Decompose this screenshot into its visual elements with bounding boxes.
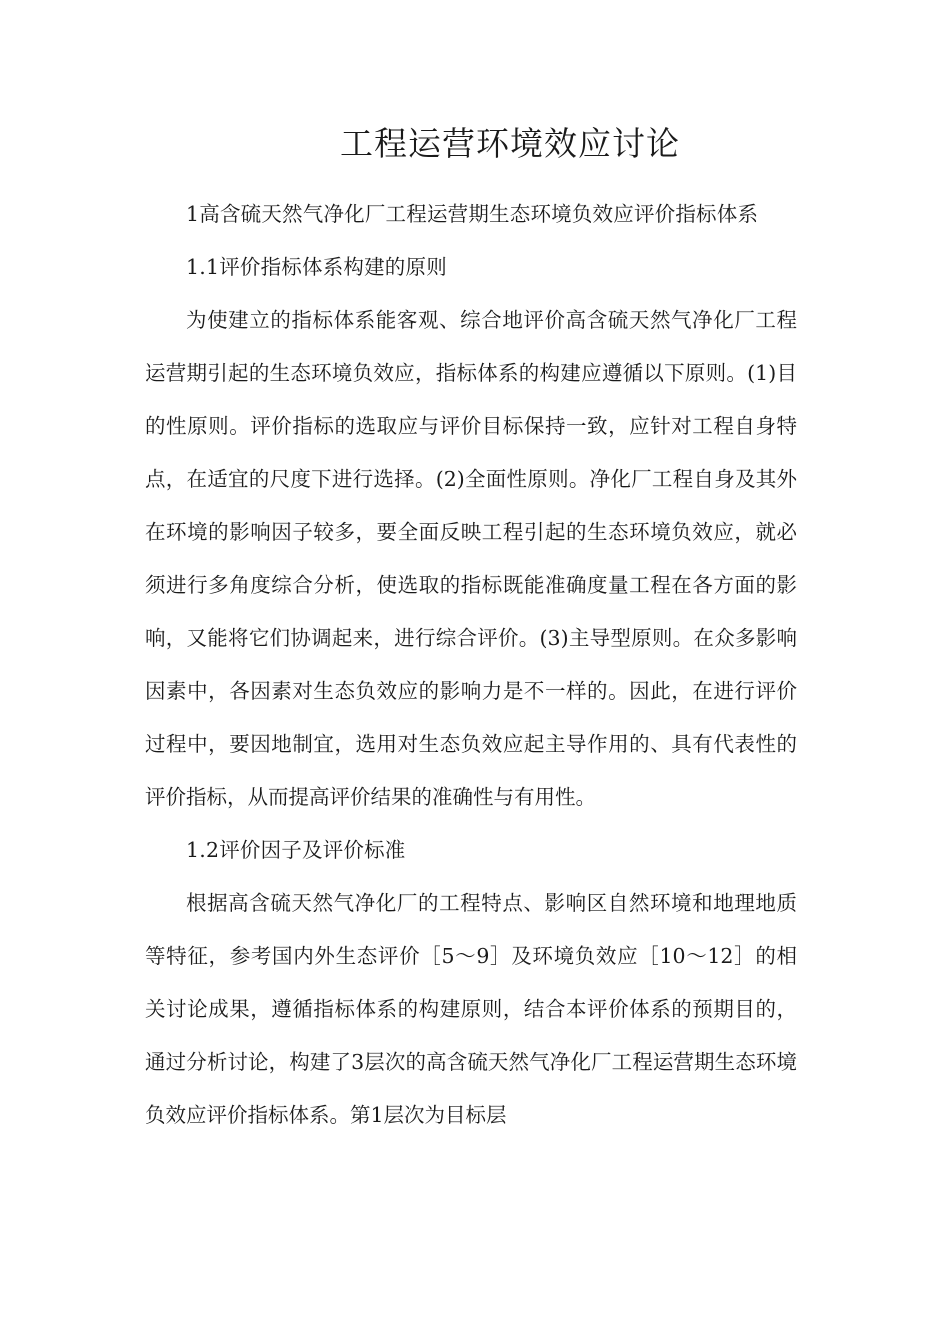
paragraph-factors: 根据高含硫天然气净化厂的工程特点、影响区自然环境和地理地质等特征，参考国内外生态评价［5～9］及环境负效应［10～12］的相关讨论成果，遵循指标体系的构建原则，结合本评价体系的预期目的，通过分析讨论，构建了3层次的高含硫天然气净化厂工程运营期生态环境负效应评价指标体系。第1层次为目标层 bbox=[145, 891, 797, 1127]
section-heading-1: 1高含硫天然气净化厂工程运营期生态环境负效应评价指标体系 bbox=[186, 202, 759, 226]
section-heading-1-1: 1.1评价指标体系构建的原则 bbox=[186, 255, 447, 279]
paragraph-principles: 为使建立的指标体系能客观、综合地评价高含硫天然气净化厂工程运营期引起的生态环境负效应，指标体系的构建应遵循以下原则。(1)目的性原则。评价指标的选取应与评价目标保持一致，应针对工程自身特点，在适宜的尺度下进行选择。(2)全面性原则。净化厂工程自身及其外在环境的影响因子较多，要全面反映工程引起的生态环境负效应，就必须进行多角度综合分析，使选取的指标既能准确度量工程在各方面的影响，又能将它们协调起来，进行综合评价。(3)主导型原则。在众多影响因素中，各因素对生态负效应的影响力是不一样的。因此，在进行评价过程中，要因地制宜，选用对生态负效应起主导作用的、具有代表性的评价指标，从而提高评价结果的准确性与有用性。 bbox=[145, 308, 797, 809]
document-body bbox=[145, 188, 797, 1142]
document-title: 工程运营环境效应讨论 bbox=[340, 124, 680, 163]
section-heading-1-2: 1.2评价因子及评价标准 bbox=[186, 838, 406, 862]
